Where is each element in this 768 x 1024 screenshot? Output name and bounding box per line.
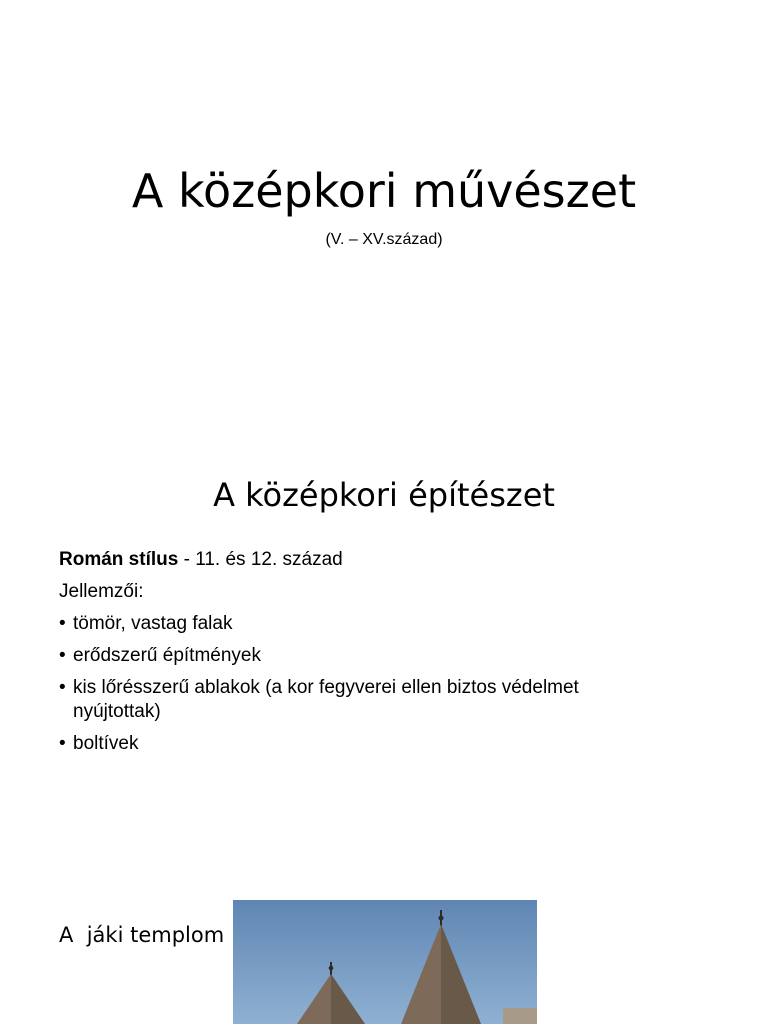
bullet-icon: • [59, 645, 66, 666]
list-item-text: erődszerű építmények [73, 645, 261, 666]
list-item-text: tömör, vastag falak [73, 613, 233, 634]
stone-wall [503, 1008, 537, 1024]
list-item-text: kis lőrésszerű ablakok (a kor fegyverei ellen biztos védelmet nyújtottak) [73, 677, 579, 722]
style-line [59, 548, 659, 572]
architecture-body [59, 548, 659, 764]
characteristics-list [59, 612, 659, 756]
style-name: Román stílus [59, 549, 179, 570]
title-slide [0, 0, 768, 420]
church-caption: A jáki templom [59, 923, 225, 947]
list-item-text: boltívek [73, 733, 139, 754]
sky [233, 900, 537, 1024]
characteristics-label: Jellemzői: [59, 581, 144, 602]
bullet-icon: • [59, 733, 66, 754]
list-item [59, 676, 659, 724]
list-item [59, 612, 659, 636]
church-slide [0, 880, 768, 1024]
architecture-slide [0, 440, 768, 880]
style-period: - 11. és 12. század [178, 549, 343, 570]
list-item [59, 732, 659, 756]
main-title: A középkori művészet [131, 164, 637, 218]
church-photo [233, 900, 537, 1024]
list-item [59, 644, 659, 668]
architecture-title: A középkori építészet [213, 476, 555, 514]
main-subtitle: (V. – XV.század) [325, 231, 443, 248]
church-photo-icon [233, 900, 537, 1024]
bullet-icon: • [59, 677, 66, 698]
bullet-icon: • [59, 613, 66, 634]
